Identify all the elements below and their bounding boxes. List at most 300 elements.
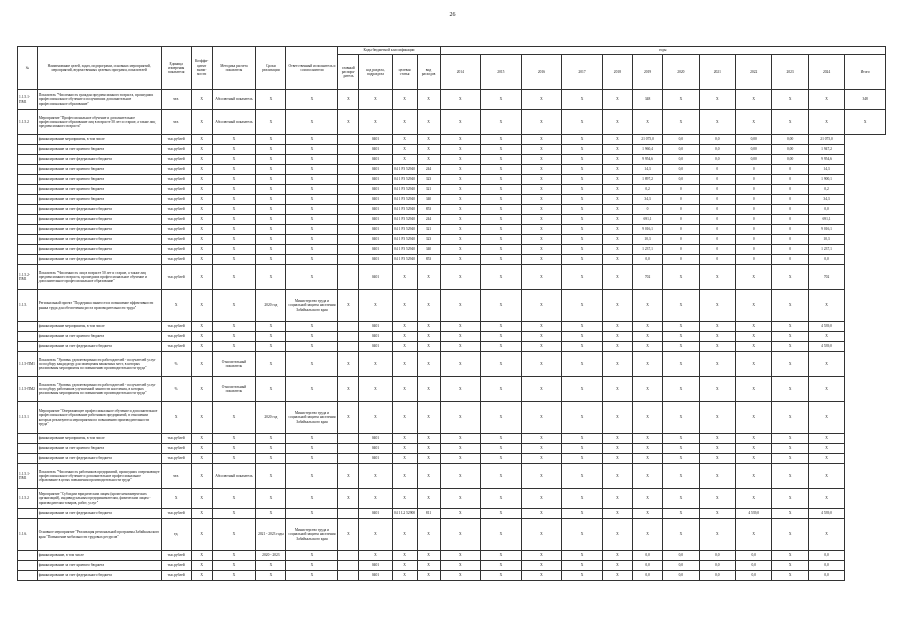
table-cell: Х [736, 322, 772, 332]
table-cell: Х [481, 290, 522, 322]
row-number-cell: 1.1.5.1 [18, 402, 38, 434]
table-cell [338, 255, 359, 265]
table-cell: 0 [736, 175, 772, 185]
table-cell: Х [417, 332, 440, 342]
year-col-header: 2023 [772, 55, 808, 90]
table-cell: Х [256, 561, 286, 571]
table-cell [338, 235, 359, 245]
table-cell: Х [440, 551, 481, 561]
row-number-cell: 1.1.5.2 [18, 489, 38, 509]
table-cell: Х [521, 90, 562, 110]
table-cell: 04 1 P3 52940 [392, 175, 417, 185]
table-cell: 0,0 [808, 551, 844, 561]
row-number-cell: 1.1.5-ПМ2 [18, 377, 38, 402]
table-cell: Х [359, 110, 392, 135]
table-cell: Х [392, 332, 417, 342]
table-cell: Х [602, 215, 632, 225]
table-cell: Х [632, 402, 662, 434]
table-cell: Х [286, 352, 338, 377]
table-cell: 0,0 [808, 561, 844, 571]
table-cell: Х [521, 245, 562, 255]
table-cell: Х [632, 434, 662, 444]
table-cell: Х [256, 444, 286, 454]
table-row [18, 175, 886, 185]
table-cell: Х [256, 454, 286, 464]
table-cell: Х [191, 464, 212, 489]
row-name-cell: финансирование за счет федерального бюджета [37, 509, 161, 519]
table-cell: чел. [161, 90, 191, 110]
table-cell: Х [212, 434, 256, 444]
table-cell: Х [338, 110, 359, 135]
table-cell: Х [845, 110, 886, 135]
table-cell: Х [481, 145, 522, 155]
table-cell: 0 [736, 215, 772, 225]
table-cell: Х [663, 290, 699, 322]
table-cell: Х [663, 434, 699, 444]
budget-col-header: главный распоря-дитель [338, 55, 359, 90]
table-cell: 0,2 [808, 185, 844, 195]
table-cell: тыс.рублей [161, 165, 191, 175]
table-cell: Х [417, 377, 440, 402]
row-number-cell: 1.1.5.2 [18, 110, 38, 135]
table-cell: 0 [699, 195, 735, 205]
table-cell: 0,0 [736, 561, 772, 571]
table-cell: Х [772, 444, 808, 454]
table-cell: 0 [772, 215, 808, 225]
row-number-cell: 1.1.5.1-ПМ1 [18, 90, 38, 110]
row-name-cell: финансирование за счет краевого бюджета [37, 145, 161, 155]
table-cell: Х [440, 561, 481, 571]
table-cell: Х [392, 454, 417, 464]
table-cell: Х [191, 155, 212, 165]
table-cell: 340 [417, 245, 440, 255]
table-cell: 04 1 P3 52940 [392, 165, 417, 175]
table-cell: 0401 [359, 135, 392, 145]
row-number-cell: 1.1.5-ПМ1 [18, 352, 38, 377]
row-number-cell [18, 322, 38, 332]
table-cell: Х [191, 195, 212, 205]
table-row [18, 352, 886, 377]
table-cell: Х [808, 290, 844, 322]
table-cell: Х [521, 444, 562, 454]
table-cell: 9 016,1 [808, 225, 844, 235]
table-cell: Х [699, 434, 735, 444]
table-row [18, 519, 886, 551]
table-cell: 04 1 P3 52940 [392, 245, 417, 255]
table-cell: 0,0 [663, 175, 699, 185]
table-cell: Х [392, 145, 417, 155]
table-cell: Х [602, 90, 632, 110]
table-cell: Х [440, 225, 481, 235]
table-cell: 2020 - 2023 [256, 551, 286, 561]
table-cell: 0,0 [663, 551, 699, 561]
table-cell: Х [602, 265, 632, 290]
table-cell: Министерство труда и социальной защиты населения Забайкальского края [286, 402, 338, 434]
table-cell: Х [602, 551, 632, 561]
table-cell: 9 954,6 [808, 155, 844, 165]
table-cell [338, 454, 359, 464]
table-cell: Х [632, 332, 662, 342]
table-cell: Х [699, 342, 735, 352]
table-cell: 0 [736, 185, 772, 195]
table-cell: Х [191, 444, 212, 454]
table-cell: Х [191, 205, 212, 215]
table-cell: Х [481, 195, 522, 205]
table-cell: Х [161, 290, 191, 322]
table-cell: Х [392, 551, 417, 561]
table-cell: Х [699, 454, 735, 464]
year-col-header: 2014 [440, 55, 481, 90]
table-cell: Х [699, 332, 735, 342]
table-cell: 2020 год [256, 402, 286, 434]
row-number-cell [18, 185, 38, 195]
table-cell: Х [392, 489, 417, 509]
table-cell: Х [481, 402, 522, 434]
table-cell: Х [699, 519, 735, 551]
table-cell: тыс.рублей [161, 322, 191, 332]
table-cell: Х [562, 454, 603, 464]
row-name-cell: финансирование за счет краевого бюджета [37, 444, 161, 454]
table-cell: Х [521, 322, 562, 332]
table-cell: 4 539,0 [808, 342, 844, 352]
table-cell: 10,3 [632, 235, 662, 245]
table-row [18, 205, 886, 215]
table-cell: тыс.рублей [161, 561, 191, 571]
table-cell: Х [256, 215, 286, 225]
row-name-cell: финансирование за счет федерального бюджета [37, 225, 161, 235]
table-cell: Х [481, 185, 522, 195]
table-cell: Х [521, 352, 562, 377]
table-row [18, 185, 886, 195]
table-cell: Х [481, 235, 522, 245]
table-cell: 0 [663, 215, 699, 225]
table-cell: Х [338, 90, 359, 110]
table-cell: Х [417, 444, 440, 454]
table-cell: Абсолютный показатель [212, 110, 256, 135]
table-cell: 0 [663, 195, 699, 205]
table-cell: Х [286, 342, 338, 352]
table-cell: Х [736, 342, 772, 352]
table-cell [338, 175, 359, 185]
table-cell: 4 539,0 [808, 509, 844, 519]
table-cell: Х [191, 215, 212, 225]
table-cell: Х [286, 135, 338, 145]
table-cell: Х [191, 332, 212, 342]
table-cell: Х [256, 165, 286, 175]
table-cell: Х [338, 352, 359, 377]
table-cell: Х [562, 519, 603, 551]
table-cell: 0 [772, 165, 808, 175]
table-cell: Х [602, 290, 632, 322]
table-cell: 9 016,1 [632, 225, 662, 235]
table-cell: Х [191, 165, 212, 175]
table-cell: Х [392, 434, 417, 444]
table-cell: Х [562, 489, 603, 509]
table-cell: Х [562, 110, 603, 135]
table-cell: 0 [736, 195, 772, 205]
row-number-cell: 1.1.5.1-ПМ1 [18, 464, 38, 489]
table-cell: Х [736, 489, 772, 509]
table-cell: Х [602, 332, 632, 342]
table-cell: Х [521, 110, 562, 135]
table-cell: Х [808, 464, 844, 489]
row-number-cell [18, 509, 38, 519]
table-cell: Х [481, 155, 522, 165]
table-cell: 0 [772, 245, 808, 255]
table-cell: Х [440, 145, 481, 155]
table-cell: Х [392, 571, 417, 581]
table-cell: Х [256, 90, 286, 110]
table-cell: Х [481, 255, 522, 265]
table-cell: Х [663, 332, 699, 342]
table-cell: Х [602, 165, 632, 175]
table-cell: Х [699, 110, 735, 135]
table-cell: Х [359, 551, 392, 561]
table-cell: Х [481, 352, 522, 377]
table-cell: 0,00 [736, 135, 772, 145]
table-cell: Х [191, 402, 212, 434]
table-cell [338, 245, 359, 255]
table-cell: 0 [663, 245, 699, 255]
table-cell: Х [772, 290, 808, 322]
table-cell: Х [392, 265, 417, 290]
table-cell: 34,3 [632, 195, 662, 205]
table-cell: Х [562, 90, 603, 110]
table-cell: Х [286, 165, 338, 175]
table-cell: 348 [632, 90, 662, 110]
table-cell: Х [736, 434, 772, 444]
table-cell: тыс.рублей [161, 245, 191, 255]
table-cell: Х [562, 145, 603, 155]
table-cell: Х [338, 402, 359, 434]
table-cell [338, 509, 359, 519]
table-cell: Х [191, 519, 212, 551]
year-col-header: 2016 [521, 55, 562, 90]
table-cell: Х [521, 175, 562, 185]
table-cell: Х [562, 332, 603, 342]
table-cell: Х [440, 454, 481, 464]
table-cell: Х [417, 434, 440, 444]
table-cell: 04 1 P3 52940 [392, 225, 417, 235]
table-cell: Х [191, 235, 212, 245]
table-cell: 323 [417, 175, 440, 185]
row-number-cell [18, 225, 38, 235]
row-name-cell: финансирование за счет федерального бюджета [37, 255, 161, 265]
table-cell: Х [212, 454, 256, 464]
table-cell: Х [663, 342, 699, 352]
table-cell: Х [286, 145, 338, 155]
table-cell: Х [392, 561, 417, 571]
table-cell: 14,3 [808, 165, 844, 175]
col-header: Методика расчета показателя [212, 47, 256, 90]
table-cell: Х [481, 551, 522, 561]
table-cell: Х [663, 444, 699, 454]
table-cell: 0 [632, 205, 662, 215]
table-cell: 0401 [359, 255, 392, 265]
table-cell: 0401 [359, 434, 392, 444]
table-cell: Х [521, 145, 562, 155]
table-cell: Х [521, 489, 562, 509]
table-cell: Х [808, 434, 844, 444]
year-col-header: 2019 [632, 55, 662, 90]
table-cell: Х [562, 509, 603, 519]
table-cell: Х [191, 434, 212, 444]
table-cell: 244 [417, 165, 440, 175]
table-cell [338, 145, 359, 155]
table-cell: Х [663, 454, 699, 464]
row-name-cell: Основное мероприятие "Реализация региональной программы Забайкальского края "Повышение мобильности трудовых ресурсов" [37, 519, 161, 551]
table-row [18, 489, 886, 509]
table-cell: Х [392, 290, 417, 322]
table-cell: Х [392, 322, 417, 332]
table-cell: Х [521, 551, 562, 561]
table-cell: Х [440, 265, 481, 290]
table-cell: 04 1 P3 52940 [392, 255, 417, 265]
table-cell: 0 [736, 255, 772, 265]
table-cell: Х [212, 225, 256, 235]
row-name-cell: Мероприятие "Субсидии юридическим лицам (кроме некоммерческих организаций), индивидуальным предпринимателям, физическим лицам - производителям товаров, работ, услуг" [37, 489, 161, 509]
year-col-header: 2017 [562, 55, 603, 90]
table-cell: 0 [772, 185, 808, 195]
table-cell: Х [256, 155, 286, 165]
row-name-cell: Показатель "Численность граждан предпенсионного возраста, прошедших профессиональное обучение и получивших дополнительное профессиональное образование" [37, 90, 161, 110]
table-cell: Х [602, 255, 632, 265]
table-cell: Х [736, 332, 772, 342]
table-cell [338, 265, 359, 290]
table-cell: Х [256, 195, 286, 205]
table-cell: 0401 [359, 145, 392, 155]
table-cell: 0 [699, 175, 735, 185]
table-cell: 4 539,0 [808, 322, 844, 332]
table-cell: Х [808, 454, 844, 464]
table-cell: 0 [736, 205, 772, 215]
table-cell: Х [481, 464, 522, 489]
table-cell: Х [440, 245, 481, 255]
table-cell: Х [417, 551, 440, 561]
table-cell: Х [286, 205, 338, 215]
table-cell: Х [191, 185, 212, 195]
table-cell: Х [562, 135, 603, 145]
table-cell: 0,0 [808, 255, 844, 265]
table-cell: Х [286, 444, 338, 454]
table-cell: Х [359, 90, 392, 110]
row-name-cell: финансирование за счет федерального бюджета [37, 235, 161, 245]
table-cell: Х [663, 90, 699, 110]
table-cell: 0401 [359, 215, 392, 225]
table-cell: Х [417, 265, 440, 290]
table-cell: % [161, 377, 191, 402]
table-cell: Х [772, 519, 808, 551]
table-cell: 0,0 [699, 135, 735, 145]
table-cell: 0401 [359, 265, 392, 290]
table-cell: Х [602, 205, 632, 215]
row-name-cell: финансирование за счет федерального бюджета [37, 245, 161, 255]
table-cell: Х [699, 90, 735, 110]
table-cell: 04 1 P3 52940 [392, 215, 417, 225]
table-cell: Х [772, 352, 808, 377]
table-cell: Х [772, 265, 808, 290]
table-cell: Х [736, 444, 772, 454]
table-cell: Х [481, 377, 522, 402]
table-cell: Х [256, 352, 286, 377]
table-cell: Х [699, 509, 735, 519]
table-cell: Х [521, 195, 562, 205]
table-cell: Х [562, 464, 603, 489]
table-cell: Х [521, 235, 562, 245]
table-row [18, 195, 886, 205]
table-cell: чел. [161, 110, 191, 135]
table-cell: Х [286, 235, 338, 245]
table-cell: Х [417, 145, 440, 155]
table-cell: Х [632, 352, 662, 377]
table-cell: 2020 год [256, 290, 286, 322]
row-number-cell [18, 571, 38, 581]
table-cell: Х [191, 145, 212, 155]
table-cell: Х [736, 265, 772, 290]
table-row [18, 464, 886, 489]
table-cell: Х [440, 352, 481, 377]
table-cell: Х [772, 90, 808, 110]
table-cell: Х [417, 402, 440, 434]
table-cell: Х [212, 245, 256, 255]
table-cell: тыс.рублей [161, 145, 191, 155]
year-col-header: 2022 [736, 55, 772, 90]
table-cell: Х [736, 290, 772, 322]
row-number-cell [18, 215, 38, 225]
table-cell: Х [521, 135, 562, 145]
table-cell: Х [521, 155, 562, 165]
table-cell [338, 225, 359, 235]
table-cell: 0401 [359, 509, 392, 519]
table-cell: Х [286, 185, 338, 195]
table-cell: Х [808, 402, 844, 434]
table-cell: Х [212, 155, 256, 165]
table-cell: Х [808, 352, 844, 377]
table-cell: Х [521, 265, 562, 290]
table-cell: Х [521, 290, 562, 322]
table-cell [338, 165, 359, 175]
table-cell [338, 185, 359, 195]
table-cell: Х [481, 322, 522, 332]
table-cell: Х [286, 464, 338, 489]
row-number-cell [18, 135, 38, 145]
table-cell: Х [440, 322, 481, 332]
table-cell [338, 571, 359, 581]
table-cell: Х [286, 377, 338, 402]
table-cell: 0401 [359, 185, 392, 195]
row-name-cell: финансирование мероприятия, в том числе [37, 434, 161, 444]
table-cell: 811 [417, 509, 440, 519]
table-cell: Х [212, 342, 256, 352]
table-cell: Х [440, 165, 481, 175]
table-cell: Х [440, 195, 481, 205]
table-cell [338, 551, 359, 561]
year-col-header: Итого [845, 55, 886, 90]
table-cell: 0401 [359, 235, 392, 245]
table-cell: тыс.рублей [161, 265, 191, 290]
table-cell: Х [736, 464, 772, 489]
table-cell: 0,00 [736, 155, 772, 165]
table-cell [338, 215, 359, 225]
table-cell: Х [161, 489, 191, 509]
table-cell: Х [521, 509, 562, 519]
table-cell: Х [562, 265, 603, 290]
table-cell: Х [440, 434, 481, 444]
table-cell: 0,0 [699, 561, 735, 571]
table-cell: Х [632, 342, 662, 352]
table-cell: Х [808, 444, 844, 454]
table-cell: 0401 [359, 332, 392, 342]
